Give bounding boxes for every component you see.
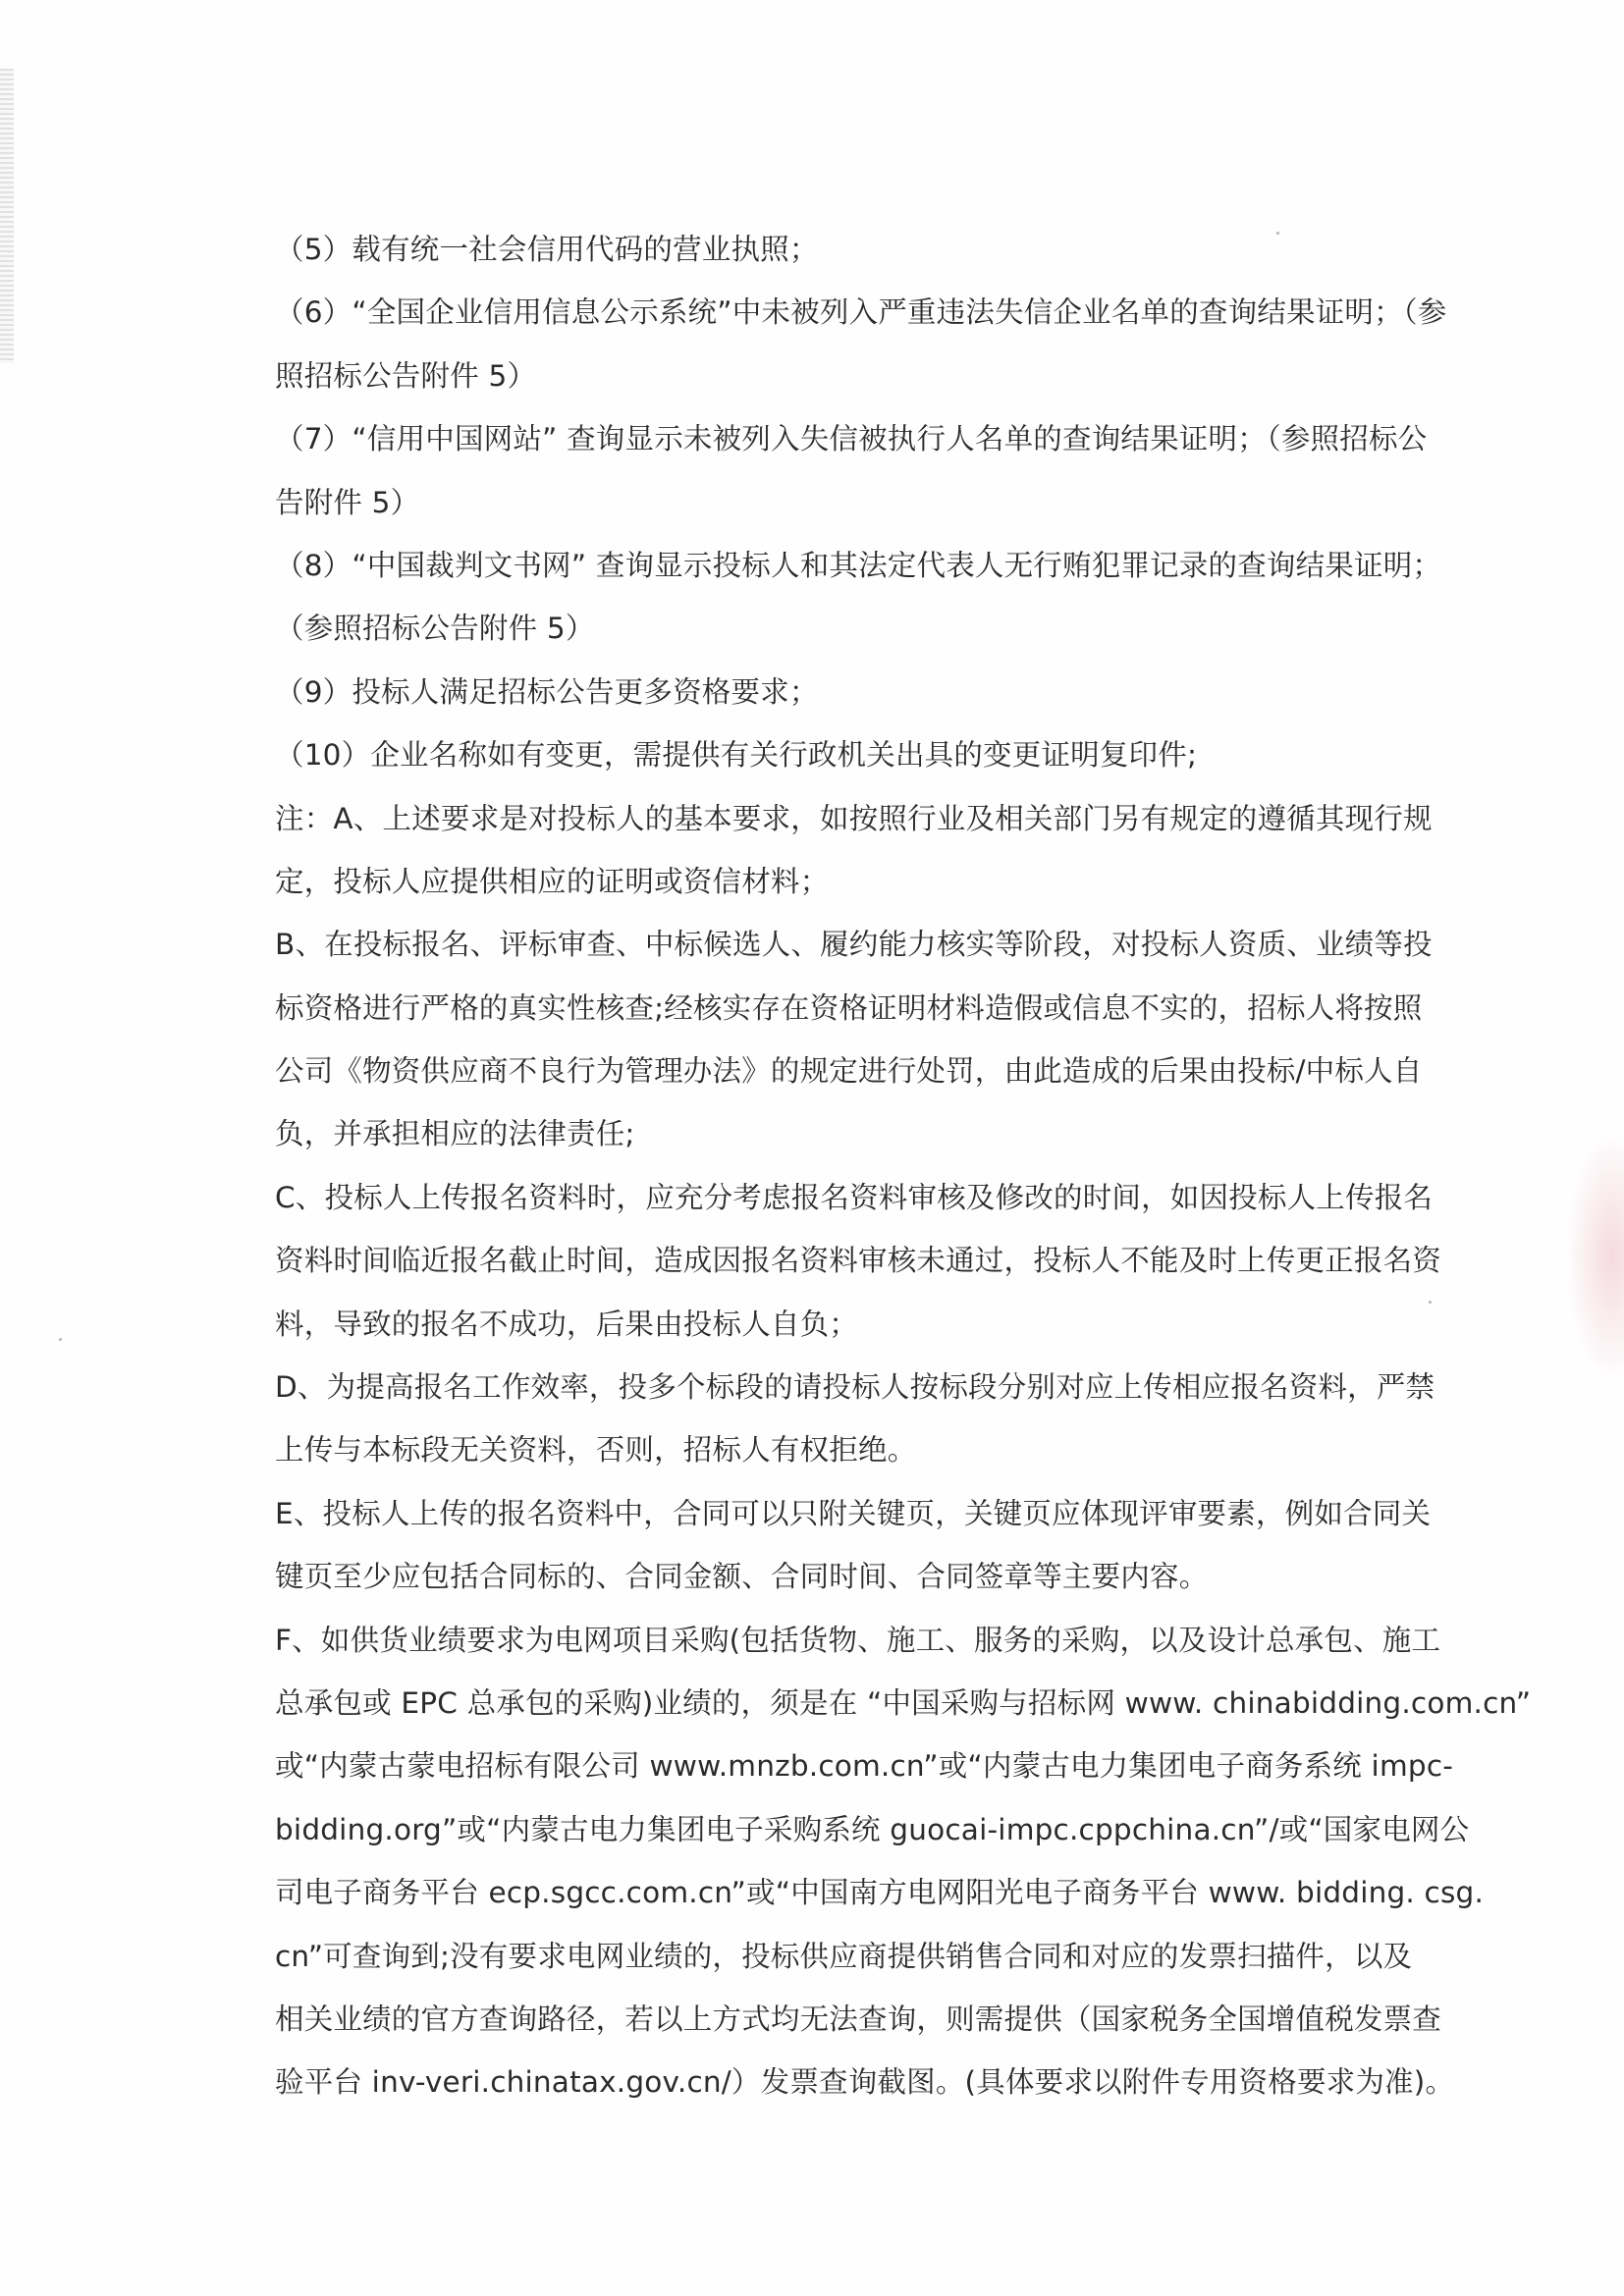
text-line: B、在投标报名、评标审查、中标候选人、履约能力核实等阶段，对投标人资质、业绩等投: [275, 928, 1433, 962]
text-line: 相关业绩的官方查询路径，若以上方式均无法查询，则需提供（国家税务全国增值税发票查: [275, 2002, 1442, 2036]
text-line: 资料时间临近报名截止时间，造成因报名资料审核未通过，投标人不能及时上传更正报名资: [275, 1244, 1442, 1278]
text-line: 告附件 5）: [275, 485, 420, 519]
text-line: E、投标人上传的报名资料中，合同可以只附关键页，关键页应体现评审要素，例如合同关: [275, 1496, 1432, 1530]
text-line: cn”可查询到;没有要求电网业绩的，投标供应商提供销售合同和对应的发票扫描件，以及: [275, 1939, 1413, 1973]
text-line: 或“内蒙古蒙电招标有限公司 www.mnzb.com.cn”或“内蒙古电力集团电子商务系统 impc-: [275, 1749, 1454, 1784]
seal-stamp-edge: [1565, 1129, 1624, 1384]
text-line: 公司《物资供应商不良行为管理办法》的规定进行处罚，由此造成的后果由投标/中标人自: [275, 1054, 1423, 1089]
text-line: 键页至少应包括合同标的、合同金额、合同时间、合同签章等主要内容。: [275, 1560, 1209, 1594]
scan-speck: [59, 1338, 62, 1341]
text-line: （9）投标人满足招标公告更多资格要求；: [275, 674, 819, 709]
text-line: 定，投标人应提供相应的证明或资信材料；: [275, 864, 830, 898]
text-line: bidding.org”或“内蒙古电力集团电子采购系统 guocai-impc.cppchina.cn”/或“国家电网公: [275, 1812, 1470, 1846]
text-line: （参照招标公告附件 5）: [275, 612, 595, 646]
text-line: （7）“信用中国网站” 查询显示未被列入失信被执行人名单的查询结果证明；（参照招标公: [275, 422, 1428, 456]
scan-speck: [1429, 1301, 1432, 1304]
text-line: 上传与本标段无关资料，否则，招标人有权拒绝。: [275, 1433, 917, 1468]
text-line: （6）“全国企业信用信息公示系统”中未被列入严重违法失信企业名单的查询结果证明；（参: [275, 295, 1447, 330]
text-line: 负，并承担相应的法律责任;: [275, 1117, 635, 1151]
text-line: 总承包或 EPC 总承包的采购)业绩的，须是在 “中国采购与招标网 www. chinabidding.com.cn”: [275, 1685, 1532, 1720]
text-line: 标资格进行严格的真实性核查;经核实存在资格证明材料造假或信息不实的，招标人将按照: [275, 990, 1423, 1025]
text-line: F、如供货业绩要求为电网项目采购(包括货物、施工、服务的采购，以及设计总承包、施工: [275, 1623, 1441, 1657]
text-line: （10）企业名称如有变更，需提供有关行政机关出具的变更证明复印件;: [275, 738, 1198, 773]
text-line: 注：A、上述要求是对投标人的基本要求，如按照行业及相关部门另有规定的遵循其现行规: [275, 801, 1433, 835]
text-line: 料，导致的报名不成功，后果由投标人自负；: [275, 1307, 859, 1341]
text-line: C、投标人上传报名资料时，应充分考虑报名资料审核及修改的时间，如因投标人上传报名: [275, 1180, 1434, 1214]
text-line: 照招标公告附件 5）: [275, 358, 537, 393]
text-line: （8）“中国裁判文书网” 查询显示投标人和其法定代表人无行贿犯罪记录的查询结果证明；: [275, 548, 1442, 582]
text-line: 验平台 inv-veri.chinatax.gov.cn/）发票查询截图。(具体要求以附件专用资格要求为准)。: [275, 2065, 1455, 2100]
document-body: [275, 218, 1532, 2114]
text-line: D、为提高报名工作效率，投多个标段的请投标人按标段分别对应上传相应报名资料，严禁: [275, 1370, 1435, 1405]
scan-edge-artifact: [0, 69, 14, 363]
text-line: 司电子商务平台 ecp.sgcc.com.cn”或“中国南方电网阳光电子商务平台 www. bidding. csg.: [275, 1876, 1485, 1910]
text-line: （5）载有统一社会信用代码的营业执照；: [275, 233, 819, 266]
